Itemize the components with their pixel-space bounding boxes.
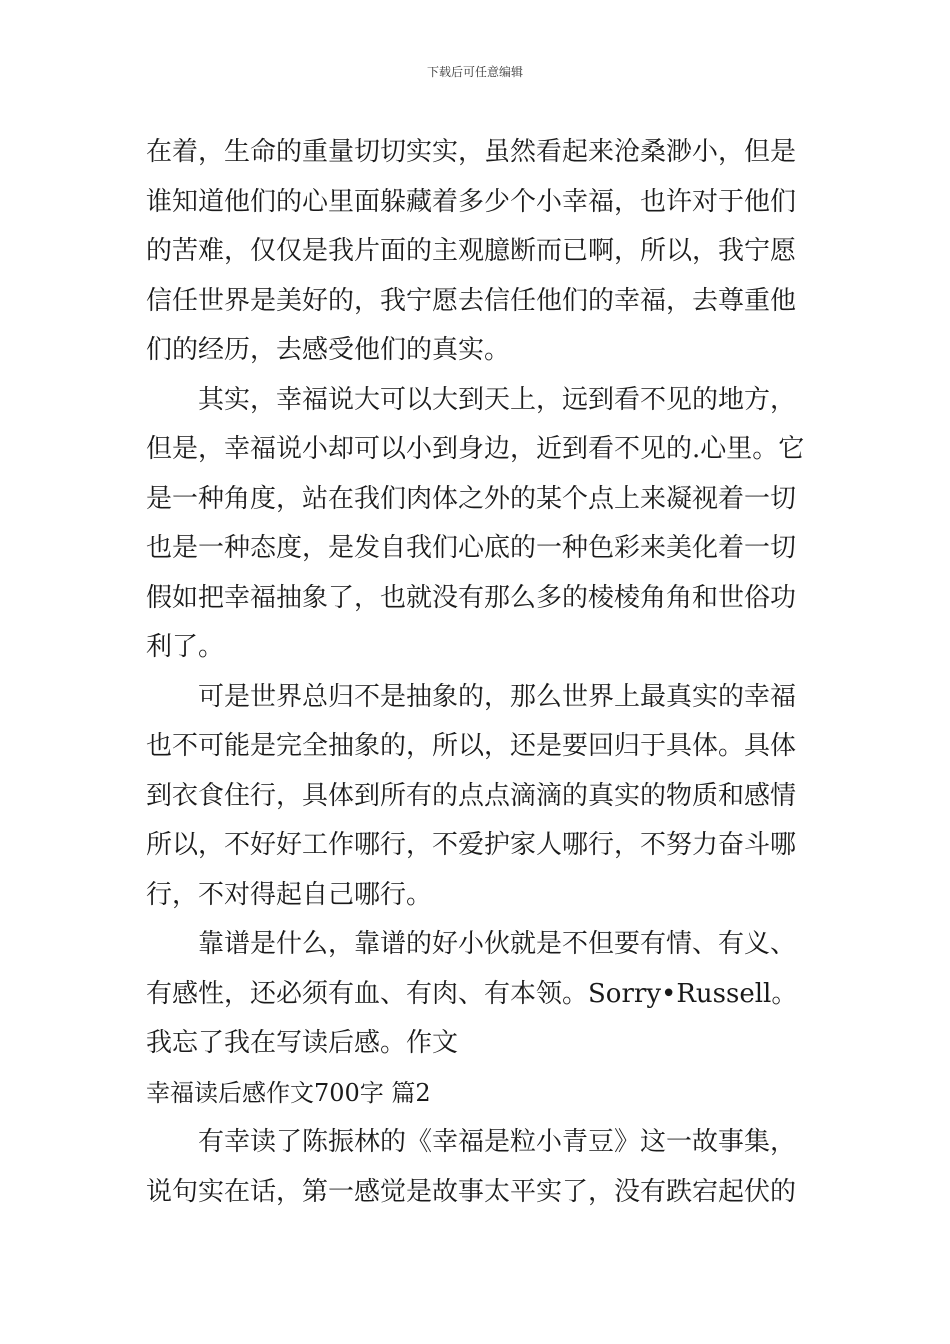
text-line: 说句实在话，第一感觉是故事太平实了，没有跌宕起伏的: [146, 1176, 797, 1207]
text-line: 信任世界是美好的，我宁愿去信任他们的幸福，去尊重他: [146, 285, 797, 316]
text-line: 假如把幸福抽象了，也就没有那么多的棱棱角角和世俗功: [146, 582, 797, 613]
page-header: 下载后可任意编辑: [426, 65, 523, 79]
text-line: 也不可能是完全抽象的，所以，还是要回归于具体。具体: [146, 731, 797, 761]
section-heading: 幸福读后感作文700字 篇2: [146, 1078, 431, 1107]
document-body: [146, 128, 810, 1217]
text-line: 但是，幸福说小却可以小到身边，近到看不见的.心里。它: [146, 434, 805, 464]
text-line: 利了。: [146, 632, 225, 662]
text-line: 可是世界总归不是抽象的，那么世界上最真实的幸福: [198, 681, 797, 712]
text-line: 在着，生命的重量切切实实，虽然看起来沧桑渺小，但是: [146, 137, 797, 167]
text-line: 们的经历，去感受他们的真实。: [146, 335, 511, 365]
text-line: 谁知道他们的心里面躲藏着多少个小幸福，也许对于他们: [146, 186, 797, 217]
text-line: 靠谱是什么，靠谱的好小伙就是不但要有情、有义、: [198, 929, 797, 959]
text-line: 是一种角度，站在我们肉体之外的某个点上来凝视着一切: [146, 483, 797, 514]
text-line: 的苦难，仅仅是我片面的主观臆断而已啊，所以，我宁愿: [146, 236, 797, 266]
text-line: 有幸读了陈振林的《幸福是粒小青豆》这一故事集，: [198, 1127, 797, 1157]
text-line: 所以，不好好工作哪行，不爱护家人哪行，不努力奋斗哪: [146, 830, 797, 860]
text-line: 行，不对得起自己哪行。: [146, 879, 433, 910]
text-line: 到衣食住行，具体到所有的点点滴滴的真实的物质和感情: [146, 780, 797, 811]
text-line: 其实，幸福说大可以大到天上，远到看不见的地方，: [198, 384, 797, 415]
text-line: 有感性，还必须有血、有肉、有本领。Sorry•Russell。: [146, 978, 798, 1009]
text-line: 也是一种态度，是发自我们心底的一种色彩来美化着一切: [146, 533, 797, 563]
text-line: 我忘了我在写读后感。作文: [146, 1028, 459, 1058]
